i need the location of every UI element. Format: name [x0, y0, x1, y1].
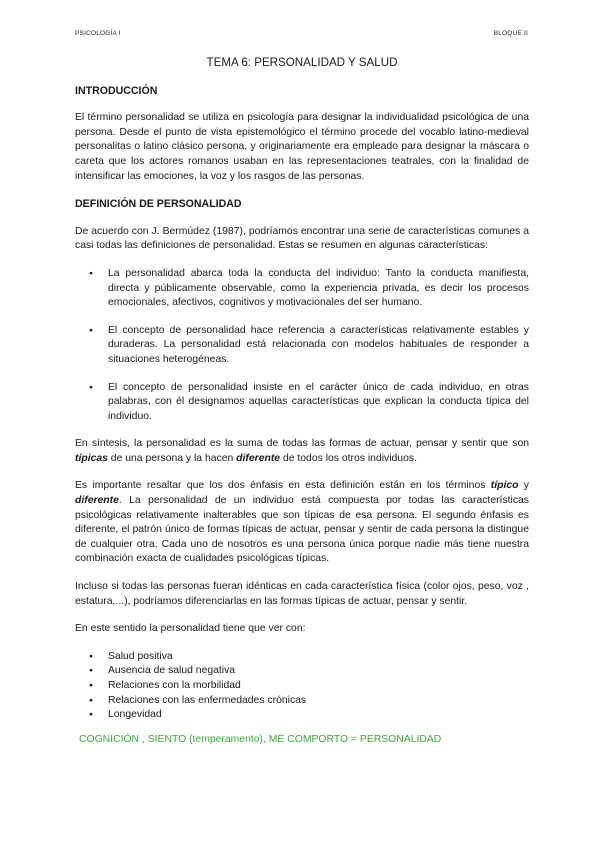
list-item: ● Longevidad: [75, 708, 529, 723]
list-item: ● Salud positiva: [75, 650, 529, 665]
emphasis-text: Es importante resaltar que los dos énfasis en esta definición están en los términos: [75, 480, 491, 492]
list-item: ● Relaciones con la morbilidad: [75, 679, 529, 694]
sentido-paragraph: En este sentido la personalidad tiene que ver con:: [75, 623, 306, 635]
emphasis-tipicas: típicas: [75, 452, 108, 464]
page-title: TEMA 6: PERSONALIDAD Y SALUD: [206, 56, 398, 69]
list-item: ● Relaciones con las enfermedades crónicas: [75, 694, 529, 709]
characteristics-list: [75, 267, 529, 424]
list-item: ● La personalidad abarca toda la conducta del individuo: Tanto la conducta manifiesta, directa y públicamente observable, como la experiencia privada, es decir los procesos emocionales, afectivos, cognitivos y motivacionales del ser humano.: [75, 267, 529, 311]
emphasis-text: . La personalidad de un individuo está compuesta por todas las características psicológicas relativamente inalterables que son típicas de esa persona. El segundo énfasis es diferente, el patrón único de formas típicas de actuar, pensar y sentir de cada persona la distingue de cualquier otra. Cada uno de nosotros es una persona única porque nadie más tiene nuestra combinación exacta de cualidades psicológicas típicas.: [75, 495, 529, 565]
synthesis-text: de una persona y la hacen: [107, 452, 237, 464]
synthesis-text: En síntesis, la personalidad es la suma de todas las formas de actuar, pensar y sentir que son: [75, 438, 529, 450]
header-block: BLOQUE II: [493, 30, 528, 37]
synthesis-paragraph: [75, 437, 529, 466]
summary-formula: COGNICIÓN , SIENTO (temperamento), ME COMPORTO = PERSONALIDAD: [79, 733, 442, 745]
definition-heading: DEFINICIÓN DE PERSONALIDAD: [75, 198, 242, 211]
definition-paragraph: De acuerdo con J. Bermúdez (1987), podríamos encontrar una serie de características comunes a casi todas las definiciones de personalidad. Estas se resumen en algunas características:: [75, 225, 529, 252]
synthesis-text: de todos los otros individuos.: [280, 452, 417, 464]
list-item: ● El concepto de personalidad insiste en el carácter único de cada individuo, en otras palabras, con él designamos aquellas características que explican la conducta típica del individuo.: [75, 381, 529, 425]
emphasis-diferente: diferente: [236, 452, 281, 464]
intro-paragraph: El término personalidad se utiliza en psicología para designar la individualidad psicológica de una persona. Desde el punto de vista epistemológico el término procede del vocablo latino-medieval personalitas o latino clásico persona, y originariamente era empleado para designar la máscara o careta que los actores romanos usaban en las representaciones teatrales, con la finalidad de intensificar las emociones, la voz y los rasgos de las personas.: [75, 112, 529, 182]
emphasis-text: y: [518, 480, 529, 492]
header-subject: PSICOLOGÍA I: [75, 30, 121, 37]
list-item: ● Ausencia de salud negativa: [75, 664, 529, 679]
document-body: [75, 56, 529, 747]
list-item: ● El concepto de personalidad hace referencia a características relativamente estables y duraderas. La personalidad está relacionada con modelos habituales de responder a situaciones heterogéneas.: [75, 324, 529, 368]
emphasis-tipico: típico: [490, 480, 519, 492]
health-list: [75, 650, 529, 723]
emphasis-paragraph: [75, 479, 529, 567]
emphasis-diferente: diferente: [75, 495, 119, 507]
intro-heading: INTRODUCCIÓN: [75, 84, 158, 97]
incluso-paragraph: Incluso si todas las personas fueran idénticas en cada característica física (color ojos, peso, voz , estatura,...), podríamos diferenciarlas en las formas típicas de actuar, pensar y sentir.: [75, 581, 529, 607]
